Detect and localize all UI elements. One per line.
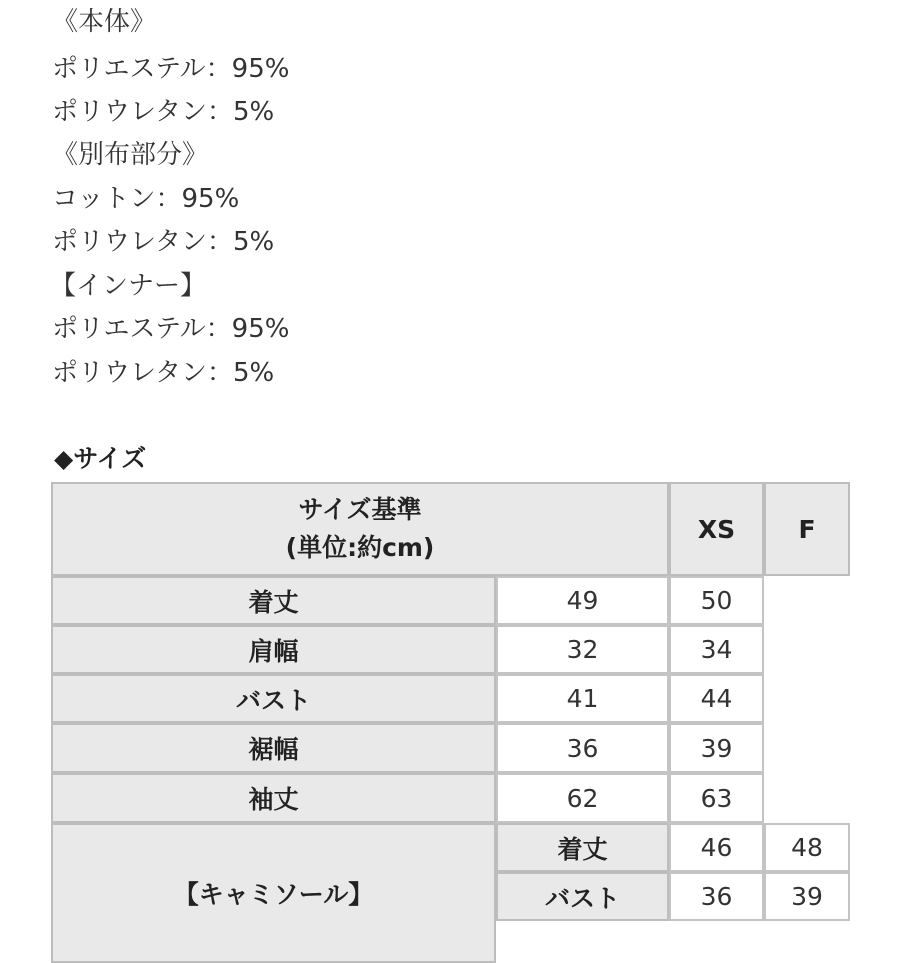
value-cell: 32 xyxy=(496,625,669,674)
camisole-row-label: 着丈 xyxy=(496,823,669,872)
material-line: ポリウレタン：5% xyxy=(52,97,275,127)
value-cell: 46 xyxy=(669,823,764,872)
value-cell: 48 xyxy=(764,823,850,872)
material-line: 【インナー】 xyxy=(50,271,207,301)
value-cell: 39 xyxy=(669,723,764,773)
value-cell: 62 xyxy=(496,773,669,823)
size-unit-note: (単位:約cm) xyxy=(285,533,435,562)
value-cell: 49 xyxy=(496,576,669,625)
value-cell: 50 xyxy=(669,576,764,625)
value-cell: 39 xyxy=(764,872,850,921)
value-cell: 63 xyxy=(669,773,764,823)
row-label: 裾幅 xyxy=(51,723,496,773)
value-cell: 41 xyxy=(496,674,669,723)
camisole-row-label: バスト xyxy=(496,872,669,921)
material-line: 《別布部分》 xyxy=(52,140,209,170)
material-line: ポリウレタン：5% xyxy=(52,358,275,388)
value-cell: 36 xyxy=(669,872,764,921)
material-line: ポリエステル：95% xyxy=(52,54,290,84)
material-line: 《本体》 xyxy=(52,7,157,37)
row-label: 肩幅 xyxy=(51,625,496,674)
value-cell: 36 xyxy=(496,723,669,773)
row-label: 着丈 xyxy=(51,576,496,625)
material-line: ポリエステル：95% xyxy=(52,314,290,344)
camisole-group-label: 【キャミソール】 xyxy=(51,823,496,963)
value-cell: 34 xyxy=(669,625,764,674)
column-header-f: F xyxy=(764,482,850,576)
value-cell: 44 xyxy=(669,674,764,723)
material-line: コットン：95% xyxy=(52,184,240,214)
size-standard-title: サイズ基準 xyxy=(298,495,422,524)
row-label: バスト xyxy=(51,674,496,723)
column-header-xs: XS xyxy=(669,482,764,576)
size-standard-header xyxy=(51,482,669,576)
material-line: ポリウレタン：5% xyxy=(52,227,275,257)
row-label: 袖丈 xyxy=(51,773,496,823)
size-section-heading: ◆サイズ xyxy=(54,444,147,473)
